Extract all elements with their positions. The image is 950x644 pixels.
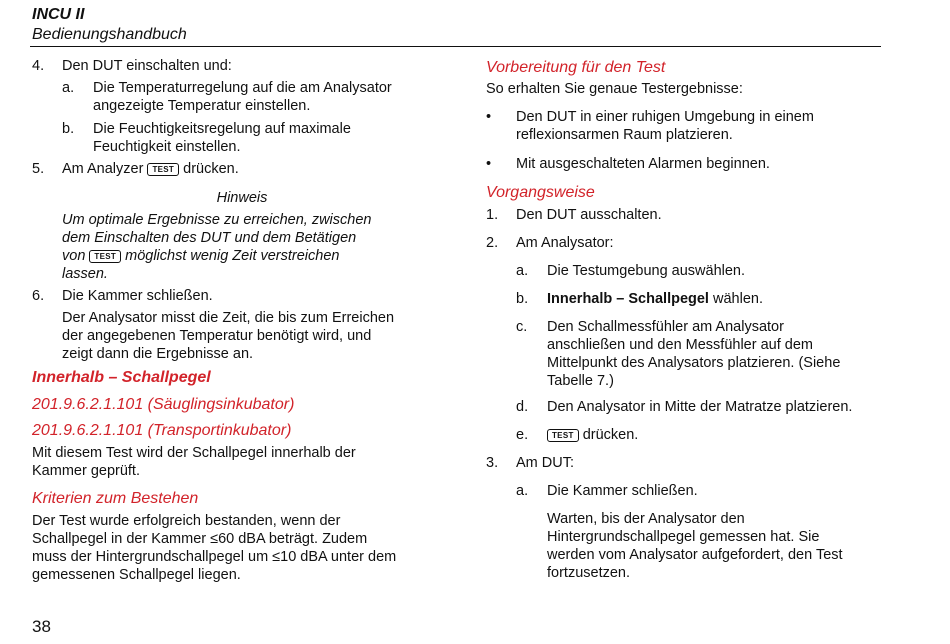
step-number: 6. <box>32 288 45 304</box>
bullet-icon: • <box>486 156 492 172</box>
substep-letter: b. <box>516 291 529 307</box>
note-line: lassen. <box>62 266 108 282</box>
substep-text: wählen. <box>713 291 763 307</box>
note-line: dem Einschalten des DUT und dem Betätigen <box>62 230 357 246</box>
note-line <box>62 247 422 265</box>
paragraph-line: gemessenen Schallpegel liegen. <box>32 567 241 583</box>
page-number: 38 <box>32 617 51 636</box>
paragraph-line: der angegebenen Temperatur benötigt wird, und <box>62 328 372 344</box>
paragraph-line: muss der Hintergrundschallpegel um ≤10 dBA unter dem <box>32 549 397 565</box>
note-line: Um optimale Ergebnisse zu erreichen, zwischen <box>62 212 372 228</box>
step-text: Am Analysator: <box>516 235 614 251</box>
step-number: 5. <box>32 161 45 177</box>
substep-text: Die Testumgebung auswählen. <box>547 263 746 279</box>
paragraph-line: Der Analysator misst die Zeit, die bis zum Erreichen <box>62 310 395 326</box>
bullet-icon: • <box>486 109 492 125</box>
substep-line: Die Feuchtigkeitsregelung auf maximale <box>93 121 351 137</box>
criteria-paragraph <box>32 512 452 584</box>
bullet-line: Mit ausgeschalteten Alarmen beginnen. <box>516 156 770 172</box>
step-text-after: drücken. <box>183 161 239 177</box>
step-6-paragraph <box>62 309 447 363</box>
step-text: Den DUT einschalten und: <box>62 58 232 74</box>
note-text-after: möglichst wenig Zeit verstreichen <box>125 248 340 264</box>
preparation-intro: So erhalten Sie genaue Testergebnisse: <box>486 81 743 97</box>
bullet-item <box>486 155 886 173</box>
bullet-line: Den DUT in einer ruhigen Umgebung in einem <box>516 109 814 125</box>
criteria-heading: Kriterien zum Bestehen <box>32 490 199 507</box>
step-text-before: Am Analyzer <box>62 161 144 177</box>
step-3-paragraph <box>547 510 887 582</box>
step-4a <box>62 79 442 115</box>
document-title: INCU II <box>32 6 85 23</box>
note-text-before: von <box>62 248 86 264</box>
section-reference-transport: 201.9.6.2.1.101 (Transportinkubator) <box>32 422 292 439</box>
bullet-item <box>486 108 886 144</box>
substep-line: Mittelpunkt des Analysators platzieren. (Siehe <box>547 355 841 371</box>
substep-letter: a. <box>62 80 75 96</box>
paragraph-line: Schallpegel in der Kammer ≤60 dBA beträgt. Zudem <box>32 531 368 547</box>
test-key-icon: TEST <box>147 163 179 176</box>
substep-text: Den Analysator in Mitte der Matratze platzieren. <box>547 399 853 415</box>
section-reference-infant: 201.9.6.2.1.101 (Säuglingsinkubator) <box>32 396 295 413</box>
substep-line: anschließen und den Messfühler auf dem <box>547 337 813 353</box>
substep-line: Den Schallmessfühler am Analysator <box>547 319 784 335</box>
substep-text: drücken. <box>582 427 639 443</box>
paragraph-line: Kammer geprüft. <box>32 463 140 479</box>
substep-text: Die Kammer schließen. <box>547 483 698 499</box>
note-box <box>62 189 422 283</box>
paragraph-line: Mit diesem Test wird der Schallpegel innerhalb der <box>32 445 356 461</box>
substep-letter: a. <box>516 483 529 499</box>
substep-line: Feuchtigkeit einstellen. <box>93 139 241 155</box>
procedure-heading: Vorgangsweise <box>486 184 595 201</box>
header-divider <box>30 46 881 47</box>
substep-bold-text: Innerhalb – Schallpegel <box>547 291 709 307</box>
step-number: 2. <box>486 235 499 251</box>
paragraph-line: Der Test wurde erfolgreich bestanden, wenn der <box>32 513 341 529</box>
test-key-icon: TEST <box>89 250 121 263</box>
substep-letter: e. <box>516 427 529 443</box>
test-key-icon: TEST <box>547 429 579 442</box>
section-heading-internal-sound: Innerhalb – Schallpegel <box>32 369 211 386</box>
substep-letter: d. <box>516 399 529 415</box>
step-text: Den DUT ausschalten. <box>516 207 662 223</box>
paragraph-line: werden vom Analysator aufgefordert, den Test <box>547 547 843 563</box>
step-4b <box>62 120 442 156</box>
document-subtitle: Bedienungshandbuch <box>32 26 187 43</box>
substep-letter: a. <box>516 263 529 279</box>
preparation-heading: Vorbereitung für den Test <box>486 59 666 76</box>
paragraph-line: zeigt dann die Ergebnisse an. <box>62 346 254 362</box>
substep-line: Die Temperaturregelung auf die am Analysator <box>93 80 392 96</box>
bullet-line: reflexionsarmen Raum platzieren. <box>516 127 733 143</box>
intro-paragraph <box>32 444 442 480</box>
substep-line: angezeigte Temperatur einstellen. <box>93 98 311 114</box>
substep-letter: c. <box>516 319 528 335</box>
proc-step-2c <box>516 318 886 390</box>
substep-line: Tabelle 7.) <box>547 373 614 389</box>
paragraph-line: Warten, bis der Analysator den <box>547 511 745 527</box>
step-number: 4. <box>32 58 45 74</box>
substep-letter: b. <box>62 121 75 137</box>
step-number: 1. <box>486 207 499 223</box>
paragraph-line: fortzusetzen. <box>547 565 631 581</box>
paragraph-line: Hintergrundschallpegel gemessen hat. Sie <box>547 529 820 545</box>
note-heading: Hinweis <box>216 190 268 206</box>
step-number: 3. <box>486 455 499 471</box>
step-text: Die Kammer schließen. <box>62 288 213 304</box>
step-text: Am DUT: <box>516 455 574 471</box>
